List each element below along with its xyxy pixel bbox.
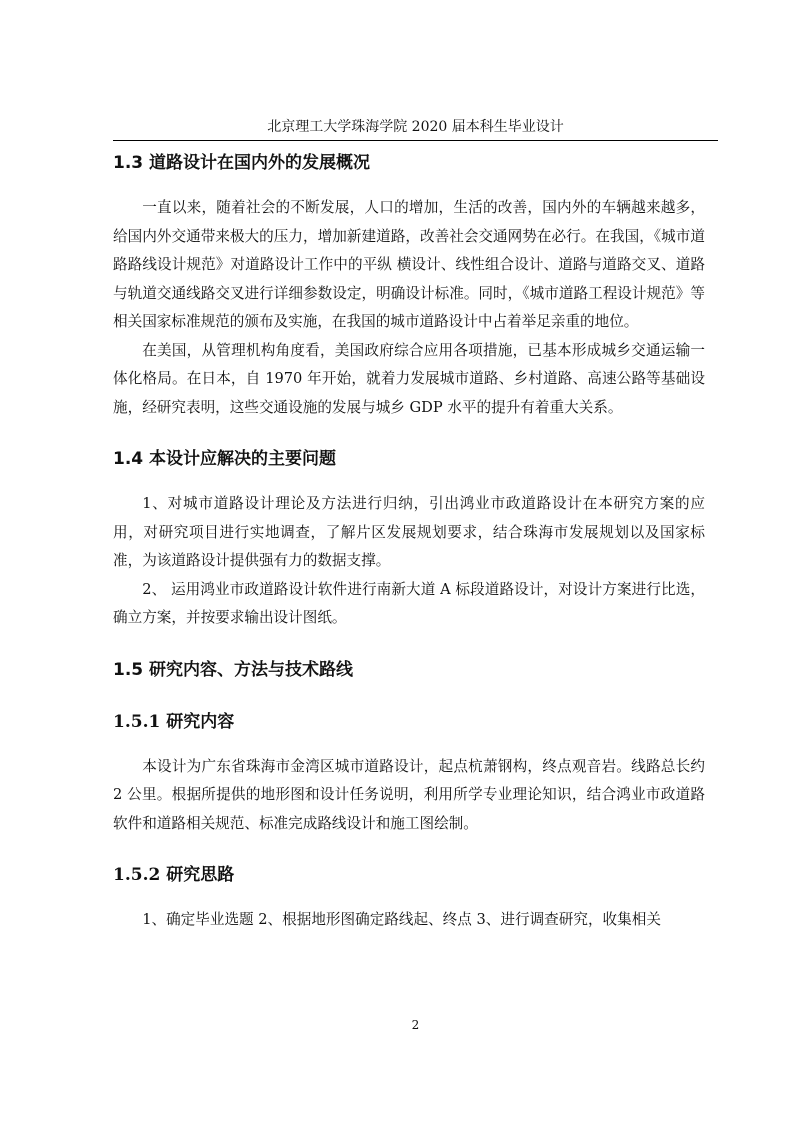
paragraph: 1、对城市道路设计理论及方法进行归纳，引出鸿业市政道路设计在本研究方案的应用，对研究项目进行实地调查，了解片区发展规划要求，结合珠海市发展规划以及国家标准，为该道路设计提供强有力的数据支撑。 xyxy=(113,495,705,569)
section-heading-1-5-2: 1.5.2 研究思路 xyxy=(113,865,235,885)
paragraph: 2、 运用鸿业市政道路设计软件进行南新大道 A 标段道路设计，对设计方案进行比选，确立方案，并按要求输出设计图纸。 xyxy=(113,580,705,626)
paragraph: 一直以来，随着社会的不断发展，人口的增加，生活的改善，国内外的车辆越来越多，给国内外交通带来极大的压力，增加新建道路，改善社会交通网势在必行。在我国，《城市道路路线设计规范》对道路设计工作中的平纵 横设计、线性组合设计、道路与道路交叉、道路与轨道交通线路交叉进行详细参数设定，明确设计标准。同时，《城市道路工程设计规范》等相关国家标准规范的颁布及实施，在我国的城市道路设计中占着举足亲重的地位。 xyxy=(113,199,705,330)
header-rule xyxy=(113,140,718,141)
page-body xyxy=(113,148,705,935)
paragraph: 本设计为广东省珠海市金湾区城市道路设计，起点杭萧钢构，终点观音岩。线路总长约 2 公里。根据所提供的地形图和设计任务说明，利用所学专业理论知识，结合鸿业市政道路软件和道路相关规范、标准完成路线设计和施工图绘制。 xyxy=(113,757,705,832)
section-heading-1-5-1: 1.5.1 研究内容 xyxy=(113,711,235,732)
section-heading-1-3: 1.3 道路设计在国内外的发展概况 xyxy=(113,153,371,173)
section-heading-1-4: 1.4 本设计应解决的主要问题 xyxy=(113,449,337,469)
page-header: 北京理工大学珠海学院 2020 届本科生毕业设计 xyxy=(267,119,564,135)
page-number: 2 xyxy=(411,1018,420,1032)
paragraph: 1、确定毕业选题 2、根据地形图确定路线起、终点 3、进行调查研究，收集相关 xyxy=(142,911,661,928)
paragraph: 在美国，从管理机构角度看，美国政府综合应用各项措施，已基本形成城乡交通运输一体化格局。在日本，自 1970 年开始，就着力发展城市道路、乡村道路、高速公路等基础设施，经研究表明，这些交通设施的发展与城乡 GDP 水平的提升有着重大关系。 xyxy=(113,341,705,416)
section-heading-1-5: 1.5 研究内容、方法与技术路线 xyxy=(113,659,354,680)
